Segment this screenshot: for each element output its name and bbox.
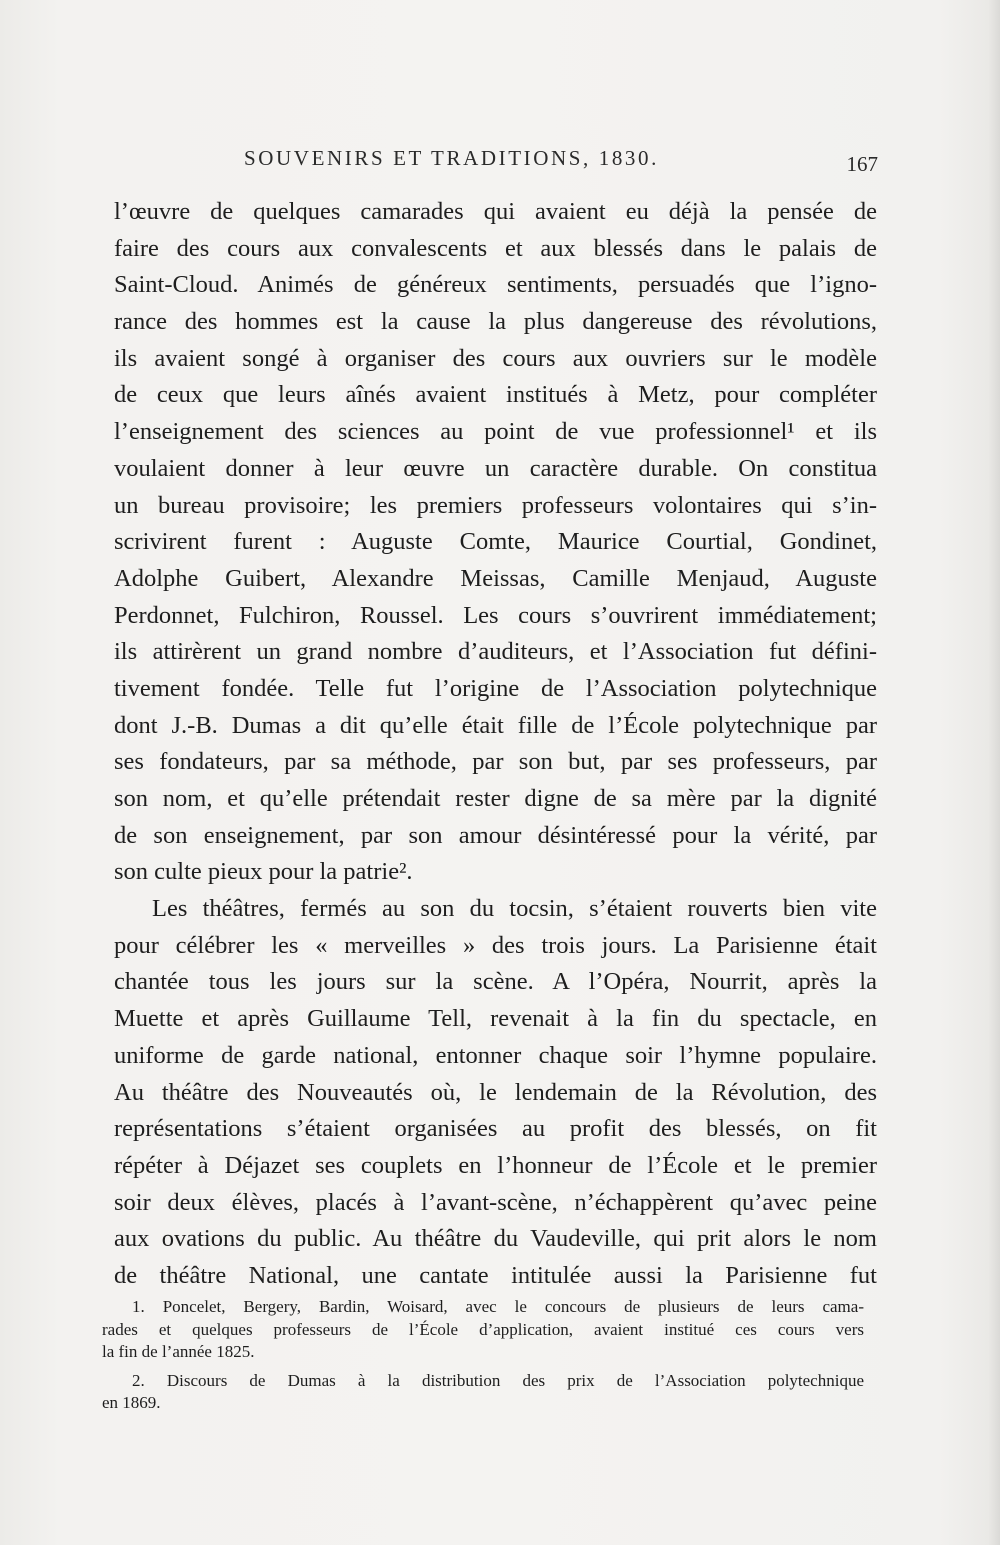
body-line: soir deux élèves, placés à l’avant-scène, n’échappèrent qu’avec peine [114, 1188, 877, 1216]
running-head-title: SOUVENIRS ET TRADITIONS, 1830. [244, 146, 659, 170]
body-line: chantée tous les jours sur la scène. A l’Opéra, Nourrit, après la [114, 968, 877, 996]
body-text [114, 194, 877, 1295]
paragraph-start-line: Les théâtres, fermés au son du tocsin, s’étaient rouverts bien vite [152, 895, 877, 923]
body-line: son culte pieux pour la patrie². [114, 858, 413, 886]
body-line: voulaient donner à leur œuvre un caractère durable. On constitua [114, 454, 877, 482]
body-line: répéter à Déjazet ses couplets en l’honneur de l’École et le premier [114, 1151, 877, 1179]
body-line: uniforme de garde national, entonner chaque soir l’hymne populaire. [114, 1041, 877, 1069]
running-head [118, 146, 878, 178]
body-line: rance des hommes est la cause la plus dangereuse des révolutions, [114, 308, 877, 336]
body-line: Perdonnet, Fulchiron, Roussel. Les cours s’ouvrirent immédiatement; [114, 601, 877, 629]
body-line: Muette et après Guillaume Tell, revenait à la fin du spectacle, en [114, 1005, 877, 1033]
page-edge-shadow [988, 0, 1000, 1545]
footnote-line: 2. Discours de Dumas à la distribution des prix de l’Association polytechnique [132, 1370, 864, 1390]
body-line: Saint-Cloud. Animés de généreux sentiments, persuadés que l’igno- [114, 271, 877, 299]
body-line: Adolphe Guibert, Alexandre Meissas, Camille Menjaud, Auguste [114, 564, 877, 592]
body-line: ses fondateurs, par sa méthode, par son but, par ses professeurs, par [114, 748, 877, 776]
body-line: ils avaient songé à organiser des cours aux ouvriers sur le modèle [114, 344, 877, 372]
body-line: faire des cours aux convalescents et aux blessés dans le palais de [114, 234, 877, 262]
body-line: l’œuvre de quelques camarades qui avaient eu déjà la pensée de [114, 198, 877, 225]
body-line: aux ovations du public. Au théâtre du Vaudeville, qui prit alors le nom [114, 1225, 877, 1253]
body-line: l’enseignement des sciences au point de vue professionnel¹ et ils [114, 418, 877, 446]
footnote-line: la fin de l’année 1825. [102, 1342, 255, 1361]
body-line: Au théâtre des Nouveautés où, le lendemain de la Révolution, des [114, 1078, 877, 1106]
body-line: ils attirèrent un grand nombre d’auditeurs, et l’Association fut défini- [114, 638, 877, 666]
body-line: de théâtre National, une cantate intitulée aussi la Parisienne fut [114, 1261, 877, 1289]
body-line: scrivirent furent : Auguste Comte, Maurice Courtial, Gondinet, [114, 528, 877, 556]
footnote-line: en 1869. [102, 1393, 161, 1412]
page-number: 167 [846, 152, 878, 176]
footnote-line: rades et quelques professeurs de l’École d’application, avaient institué ces cours vers [102, 1319, 864, 1339]
body-line: de son enseignement, par son amour désintéressé pour la vérité, par [114, 821, 877, 849]
footnotes [102, 1296, 864, 1415]
body-line: pour célébrer les « merveilles » des trois jours. La Parisienne était [114, 931, 877, 959]
body-line: son nom, et qu’elle prétendait rester digne de sa mère par la dignité [114, 785, 877, 812]
body-line: tivement fondée. Telle fut l’origine de l’Association polytechnique [114, 674, 877, 702]
body-line: de ceux que leurs aînés avaient institués à Metz, pour compléter [114, 381, 877, 409]
body-line: un bureau provisoire; les premiers professeurs volontaires qui s’in- [114, 491, 877, 519]
body-line: dont J.-B. Dumas a dit qu’elle était fille de l’École polytechnique par [114, 711, 877, 739]
footnote-line: 1. Poncelet, Bergery, Bardin, Woisard, avec le concours de plusieurs de leurs cama- [132, 1297, 864, 1316]
body-line: représentations s’étaient organisées au profit des blessés, on fit [114, 1115, 877, 1143]
